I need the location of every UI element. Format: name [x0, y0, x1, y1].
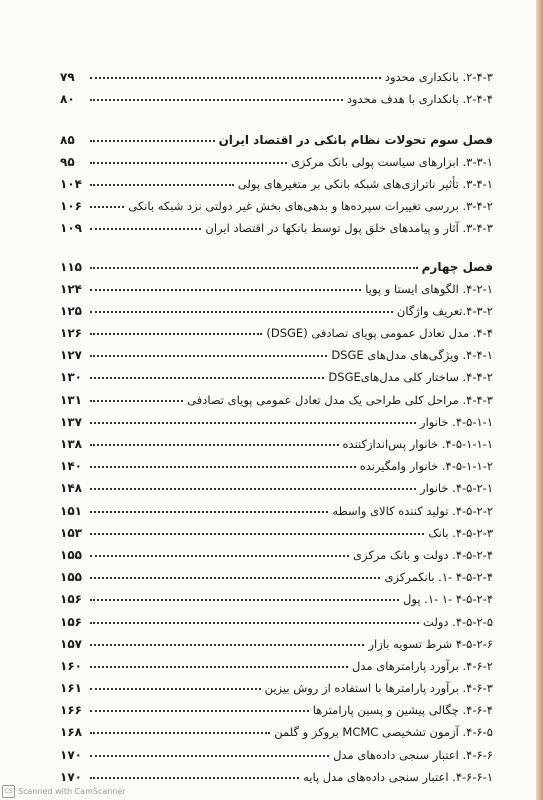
page-number: ۱۲۴ [60, 281, 82, 296]
entry-title: ۴-۴-۱. ویژگی‌های مدل‌های DSGE [331, 348, 493, 363]
toc-entry[interactable] [60, 147, 493, 169]
entry-title: ۴-۵-۲-۴ -۱ -۱. پول [403, 592, 493, 607]
entry-title: ۴-۵-۱-۱. خانوار [420, 414, 493, 429]
dot-leader [90, 140, 215, 142]
dot-leader [90, 289, 361, 291]
dot-leader [90, 577, 380, 579]
dot-leader [90, 533, 424, 535]
dot-leader [90, 99, 343, 101]
entry-title: ۴-۵-۲-۵. دولت [423, 614, 493, 629]
toc-entry[interactable] [60, 629, 493, 651]
entry-title: ۴-۲-۱. الگوهای ایستا و پویا [365, 281, 493, 296]
toc-entry[interactable] [60, 739, 493, 761]
entry-title: ۴-۵-۲-۱. خانوار [420, 481, 493, 496]
page-number: ۱۷۰ [60, 769, 82, 784]
dot-leader [90, 644, 364, 646]
entry-title: ۳-۴-۱. تأثیر ناترازی‌های شبکه بانکی بر متغیرهای پولی [237, 176, 493, 191]
page-number: ۱۳۸ [60, 437, 82, 451]
entry-title: ۴-۶-۲. برآورد پارامترهای مدل [352, 658, 493, 673]
page-number: ۱۳۱ [60, 392, 82, 407]
entry-title: ۴-۵-۱-۱-۲. خانوار وامگیرنده [359, 459, 493, 474]
entry-title: ۳-۳-۱. ابزارهای سیاست پولی بانک مرکزی [290, 154, 493, 169]
page-number: ۱۷۰ [60, 747, 82, 762]
page-number: ۱۵۶ [60, 592, 82, 607]
dot-leader [90, 77, 381, 79]
dot-leader [90, 400, 183, 402]
toc-entry[interactable] [60, 695, 493, 717]
page-number: ۱۴۸ [60, 481, 82, 496]
page-number: ۱۰۶ [60, 199, 82, 214]
page-number: ۱۵۶ [60, 614, 82, 629]
entry-title: ۴-۵-۱-۱-۱. خانوار پس‌اندازکننده [342, 437, 493, 451]
toc-entry[interactable] [60, 584, 493, 606]
toc-group-chapter4 [60, 274, 493, 784]
toc-entry[interactable] [60, 562, 493, 584]
entry-title: ۴-۵-۲-۴. دولت و بانک مرکزی [353, 547, 493, 562]
dot-leader [90, 267, 418, 269]
entry-title: ۴-۶-۶-۱. اعتبار سنجی داده‌های مدل پایه [303, 769, 493, 784]
entry-title: ۴-۶-۳. برآورد پارامترها با استفاده از روش بیزین [264, 681, 493, 696]
dot-leader [90, 422, 416, 424]
dot-leader [90, 162, 287, 164]
entry-title: ۴-۵-۲-۴ -۱. بانکمرکزی [384, 570, 493, 585]
page-number: ۱۵۷ [60, 636, 82, 651]
page-number: ۱۳۷ [60, 414, 82, 429]
toc-entry[interactable] [60, 518, 493, 540]
toc-chapter-3[interactable] [60, 124, 493, 146]
toc-entry[interactable] [60, 495, 493, 517]
toc-entry[interactable] [60, 274, 493, 296]
page-number: ۱۶۶ [60, 703, 82, 718]
entry-title: ۲-۴-۴. بانکداری با هدف محدود [346, 92, 493, 107]
entry-title: ۴-۵-۲-۳. بانک [428, 525, 493, 540]
entry-title: ۴-۶-۵. آزمون تشخیصی MCMC بروکز و گلمن [274, 725, 493, 740]
dot-leader [90, 599, 399, 601]
entry-title: ۴-۴-۲. ساختار کلی مدل‌هایDSGE [328, 370, 493, 385]
page-number: ۹۵ [60, 154, 75, 169]
toc-group-chapter2 [60, 62, 493, 106]
toc-entry[interactable] [60, 407, 493, 429]
dot-leader [90, 444, 339, 446]
entry-title: ۴-۵-۲-۶ شرط تسویه بازار [368, 636, 493, 651]
chapter-title: فصل سوم تحولات نظام بانکی در اقتصاد ایران [218, 132, 493, 147]
entry-title: ۴-۶-۶. اعتبار سنجی داده‌های مدل [333, 747, 493, 762]
page-number: ۱۶۰ [60, 658, 82, 673]
scanner-watermark [2, 785, 126, 798]
toc-entry[interactable] [60, 451, 493, 473]
toc-entry[interactable] [60, 717, 493, 739]
entry-title: ۴-۴. مدل تعادل عمومی پویای تصادفی (DSGE) [266, 326, 493, 341]
toc-entry[interactable] [60, 318, 493, 340]
dot-leader [90, 466, 356, 468]
page-number: ۸۰ [60, 92, 75, 107]
toc-entry[interactable] [60, 362, 493, 384]
dot-leader [90, 622, 419, 624]
page-number: ۱۰۴ [60, 176, 82, 191]
toc-entry[interactable] [60, 429, 493, 451]
toc-entry[interactable] [60, 169, 493, 191]
page-number: ۱۴۰ [60, 459, 82, 474]
toc-entry[interactable] [60, 473, 493, 495]
toc-entry[interactable] [60, 606, 493, 628]
dot-leader [90, 710, 309, 712]
page-number: ۱۲۵ [60, 303, 82, 318]
dot-leader [90, 666, 348, 668]
dot-leader [90, 732, 270, 734]
dot-leader [90, 555, 349, 557]
dot-leader [90, 511, 328, 513]
dot-leader [90, 228, 201, 230]
dot-leader [90, 755, 329, 757]
page-number: ۱۲۶ [60, 326, 82, 341]
toc-entry[interactable] [60, 651, 493, 673]
dot-leader [90, 333, 262, 335]
page-number: ۱۶۸ [60, 725, 82, 740]
entry-title: ۴-۳-۲.تعریف واژگان [396, 303, 493, 318]
entry-title: ۴-۵-۲-۲. تولید کننده کالای واسطه [332, 503, 493, 518]
page-number: ۱۶۱ [60, 681, 82, 696]
toc-entry[interactable] [60, 540, 493, 562]
page-number: ۱۵۵ [60, 547, 82, 562]
page-number: ۱۵۱ [60, 503, 82, 518]
chapter-title: فصل چهارم [421, 259, 493, 274]
page-number: ۱۳۰ [60, 370, 82, 385]
dot-leader [90, 355, 327, 357]
page-number: ۱۵۳ [60, 525, 82, 540]
toc-entry[interactable] [60, 762, 493, 784]
dot-leader [90, 311, 393, 313]
page-number: ۸۵ [60, 132, 75, 147]
entry-title: ۳-۴-۲. بررسی تغییرات سپرده‌ها و بدهی‌های بخش غیر دولتی نزد شبکه بانکی [128, 199, 493, 214]
dot-leader [90, 688, 261, 690]
entry-title: ۲-۴-۳. بانکداری محدود [384, 70, 493, 85]
toc-chapter-4[interactable] [60, 251, 493, 273]
entry-title: ۴-۴-۳. مراحل کلی طراحی یک مدل تعادل عمومی پویای تصادفی [187, 392, 493, 407]
dot-leader [90, 488, 416, 490]
dot-leader [90, 206, 124, 208]
page-number: ۱۲۷ [60, 348, 82, 363]
dot-leader [90, 777, 299, 779]
page-number: ۱۰۹ [60, 221, 82, 236]
entry-title: ۳-۴-۳. آثار و پیامدهای خلق پول توسط بانکها در اقتصاد ایران [205, 221, 493, 236]
toc-entry[interactable] [60, 62, 493, 84]
toc-entry[interactable] [60, 191, 493, 213]
toc-entry[interactable] [60, 384, 493, 406]
table-of-contents [60, 62, 493, 784]
page-number: ۷۹ [60, 70, 75, 85]
book-edge [536, 0, 543, 800]
camscanner-logo-icon: CS [2, 785, 15, 798]
page-number: ۱۱۵ [60, 259, 82, 274]
toc-entry[interactable] [60, 340, 493, 362]
entry-title: ۴-۶-۴. چگالی پیشین و پسین پارامترها [312, 703, 493, 718]
toc-group-chapter3 [60, 147, 493, 236]
toc-entry[interactable] [60, 213, 493, 235]
toc-entry[interactable] [60, 296, 493, 318]
dot-leader [90, 377, 324, 379]
toc-entry[interactable] [60, 673, 493, 695]
dot-leader [90, 184, 234, 186]
toc-entry[interactable] [60, 84, 493, 106]
page-number: ۱۵۵ [60, 570, 82, 585]
scanner-label: Scanned with CamScanner [18, 787, 126, 796]
